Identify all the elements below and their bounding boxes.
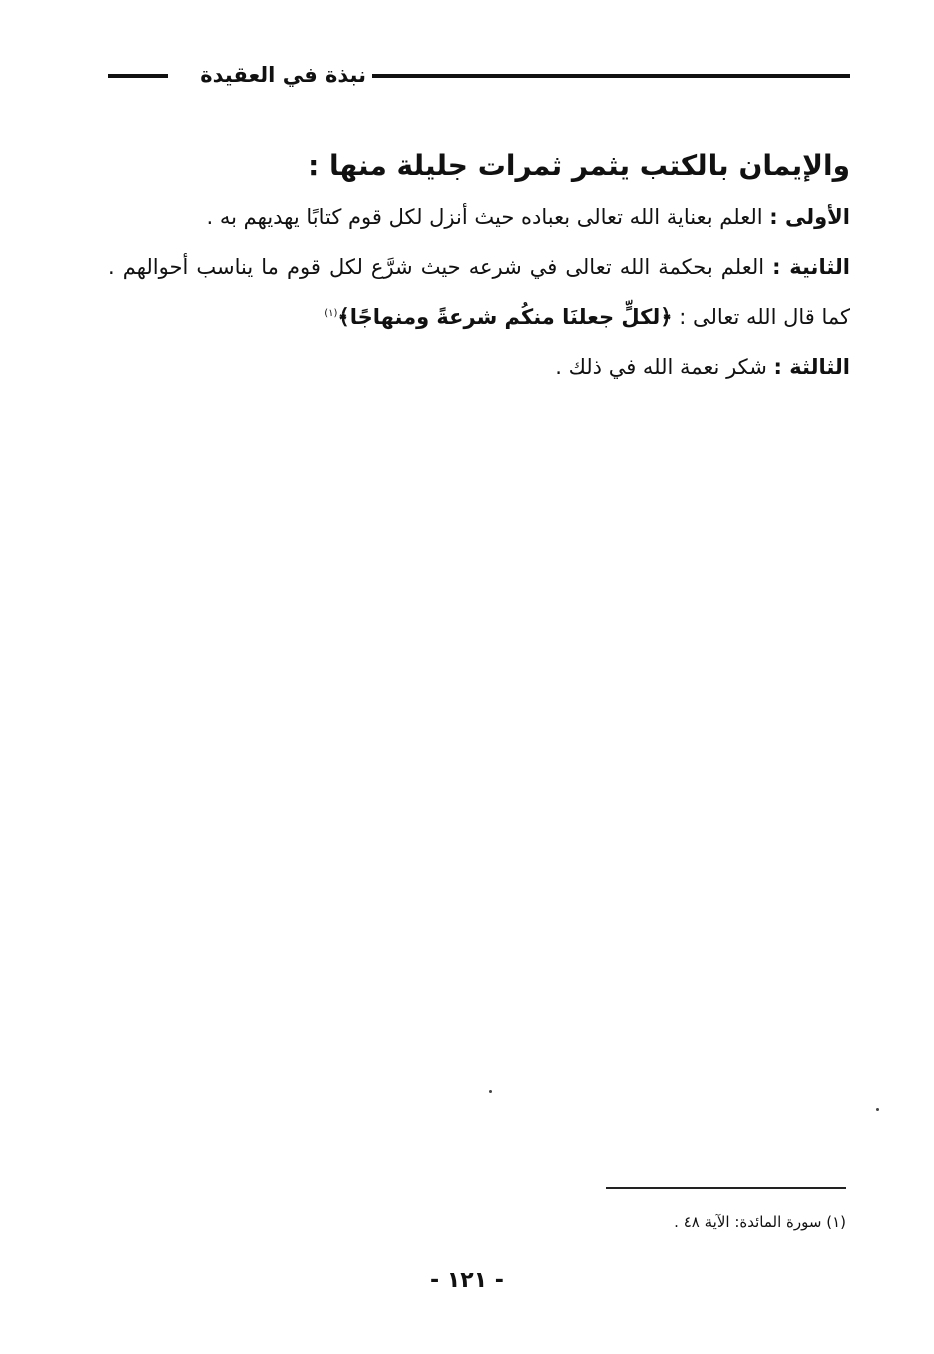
header-rule-long xyxy=(372,74,850,78)
page-number: - ١٢١ - xyxy=(430,1268,504,1293)
running-header xyxy=(108,58,850,92)
quran-verse: ﴿لكلٍّ جعلنَا منكُم شرعةً ومنهاجًا﴾ xyxy=(337,305,673,329)
paragraph-first-lead: الأولى : xyxy=(769,205,850,229)
paragraph-second-lead: الثانية : xyxy=(772,255,850,279)
main-text xyxy=(108,140,850,392)
paragraph-second xyxy=(108,242,850,342)
paragraph-second-text: العلم بحكمة الله تعالى في شرعه حيث شرَّع لكل قوم ما يناسب أحوالهم . كما قال الله تعالى : xyxy=(108,255,850,329)
paragraph-third-text: شكر نعمة الله في ذلك . xyxy=(555,355,774,379)
paragraph-third-lead: الثالثة : xyxy=(773,355,850,379)
header-rule-short xyxy=(108,74,168,78)
scan-speck xyxy=(489,1090,492,1093)
footnote: (١) سورة المائدة: الآية ٤٨ . xyxy=(674,1213,846,1231)
paragraph-first xyxy=(108,192,850,242)
footnote-reference: (١) xyxy=(324,308,338,319)
paragraph-first-text: العلم بعناية الله تعالى بعباده حيث أنزل لكل قوم كتابًا يهديهم به . xyxy=(206,205,770,229)
footnote-separator xyxy=(606,1187,846,1189)
paragraph-third xyxy=(108,342,850,392)
section-heading: والإيمان بالكتب يثمر ثمرات جليلة منها : xyxy=(308,149,850,182)
running-header-title: نبذة في العقيدة xyxy=(200,63,366,87)
scan-speck xyxy=(876,1108,879,1111)
